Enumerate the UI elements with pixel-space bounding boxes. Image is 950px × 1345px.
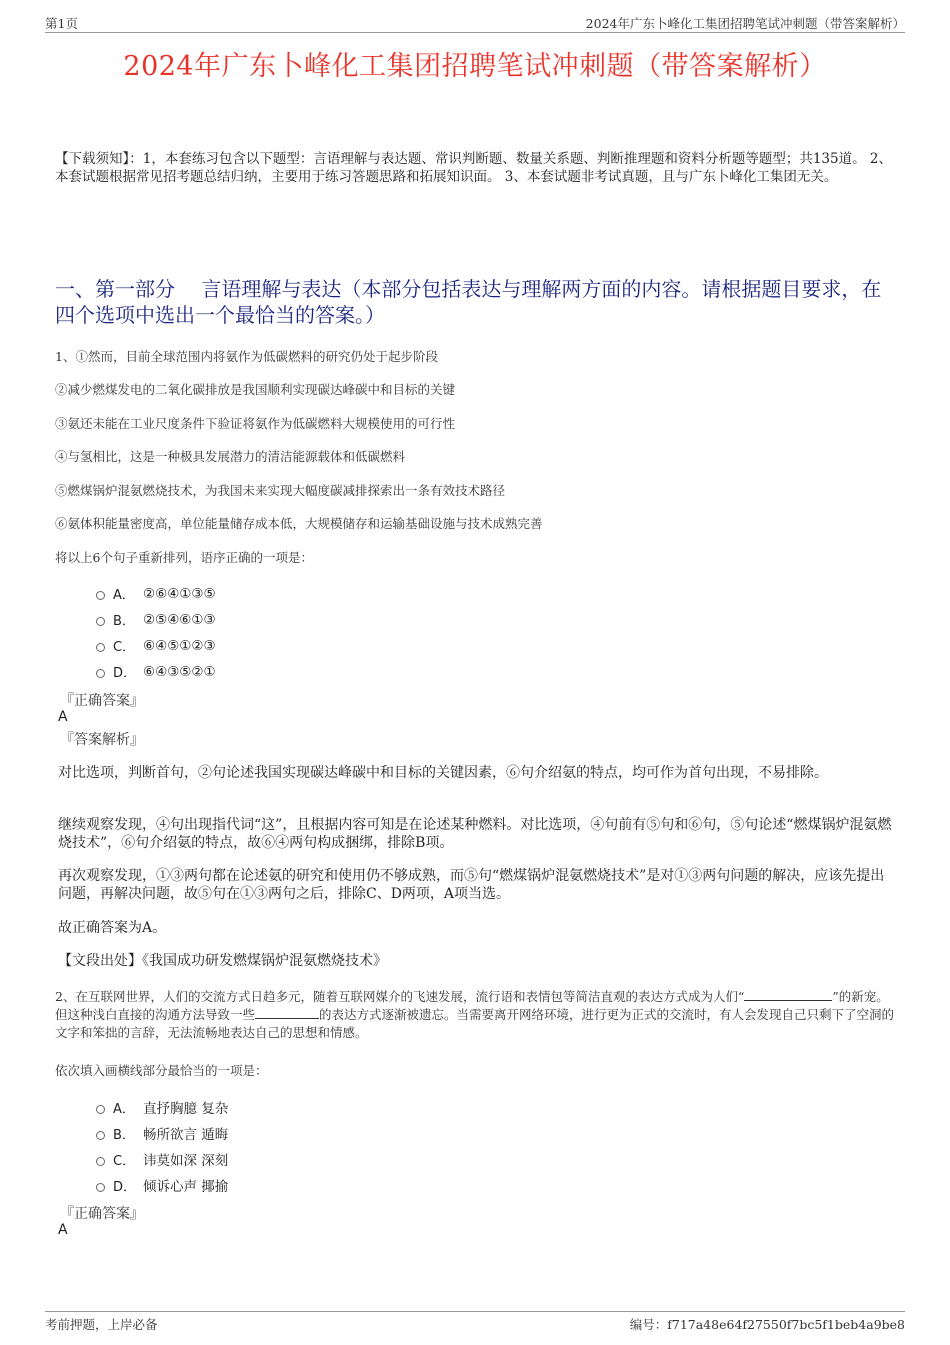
option-letter: C． (113, 640, 136, 655)
q2-stem-part: ”的新宠。但这种浅白直接的沟通方法导致一些 (55, 989, 889, 1022)
q1-sentence: 1、①然而，目前全球范围内将氨作为低碳燃料的研究仍处于起步阶段 (55, 349, 438, 364)
footer-slogan: 考前押题，上岸必备 (45, 1317, 158, 1332)
option-text: ⑥④⑤①②③ (143, 637, 216, 654)
radio-icon[interactable] (96, 1157, 105, 1166)
option-letter: A． (113, 1101, 135, 1117)
q1-option-a[interactable] (96, 584, 216, 603)
option-text: 倾诉心声 揶揄 (143, 1179, 229, 1195)
q2-answer: A (58, 1222, 68, 1238)
q1-prompt: 将以上6个句子重新排列，语序正确的一项是： (55, 550, 313, 565)
q1-option-d[interactable] (96, 662, 216, 681)
q1-sentence: ⑥氨体积能量密度高，单位能量储存成本低，大规模储存和运输基础设施与技术成熟完善 (55, 516, 543, 531)
q1-sentence: ⑤燃煤锅炉混氨燃烧技术，为我国未来实现大幅度碳减排探索出一条有效技术路径 (55, 483, 506, 498)
q1-answer: A (58, 709, 68, 725)
q2-option-c[interactable] (96, 1149, 228, 1169)
q1-sentence: ④与氢相比，这是一种极具发展潜力的清洁能源载体和低碳燃料 (55, 449, 406, 464)
radio-icon[interactable] (96, 1183, 105, 1192)
q1-analysis-paragraph: 对比选项，判断首句，②句论述我国实现碳达峰碳中和目标的关键因素，⑥句介绍氨的特点，均可作为首句出现，不易排除。 (58, 765, 828, 781)
radio-icon[interactable] (96, 617, 105, 626)
option-text: ②⑥④①③⑤ (143, 585, 216, 602)
radio-icon[interactable] (96, 1105, 105, 1114)
option-letter: C． (113, 1153, 136, 1169)
q2-option-a[interactable] (96, 1097, 228, 1117)
download-notice: 【下载须知】：1，本套练习包含以下题型：言语理解与表达题、常识判断题、数量关系题、判断推理题和资料分析题等题型；共135道。 2、本套试题根据常见招考题总结归纳，主要用于练习答题思路和拓展知识面。 3、本套试题非考试真题，且与广东卜峰化工集团无关。 (55, 151, 892, 185)
q2-stem-part: 2、在互联网世界，人们的交流方式日趋多元，随着互联网媒介的飞速发展，流行语和表情包等简洁直观的表达方式成为人们“ (55, 989, 745, 1004)
radio-icon[interactable] (96, 591, 105, 600)
option-letter: B． (113, 1127, 135, 1143)
q2-option-b[interactable] (96, 1123, 228, 1143)
section-heading: 一、第一部分 言语理解与表达（本部分包括表达与理解两方面的内容。请根据题目要求，在四个选项中选出一个最恰当的答案。） (55, 277, 882, 327)
q1-analysis-label: 『答案解析』 (60, 732, 144, 748)
option-letter: D． (113, 1179, 137, 1195)
header-divider (45, 32, 905, 33)
fill-blank[interactable] (255, 1006, 319, 1019)
footer-doc-id: 编号：f717a48e64f27550f7bc5f1beb4a9be8 (629, 1317, 905, 1332)
header-doc-title: 2024年广东卜峰化工集团招聘笔试冲刺题（带答案解析） (585, 16, 905, 31)
q1-sentence: ②减少燃煤发电的二氧化碳排放是我国顺利实现碳达峰碳中和目标的关键 (55, 382, 456, 397)
q2-stem (55, 988, 895, 1042)
footer-divider (45, 1311, 905, 1312)
option-letter: A． (113, 588, 135, 603)
option-text: 畅所欲言 遁晦 (143, 1127, 229, 1143)
option-text: 直抒胸臆 复杂 (143, 1101, 229, 1117)
q1-analysis-paragraph: 继续观察发现，④句出现指代词“这”，且根据内容可知是在论述某种燃料。对比选项，④句前有⑤句和⑥句，⑤句论述“燃煤锅炉混氨燃烧技术”，⑥句介绍氨的特点，故⑥④两句构成捆绑，排除B项。 (58, 817, 892, 851)
fill-blank[interactable] (744, 988, 832, 1001)
radio-icon[interactable] (96, 669, 105, 678)
option-letter: B． (113, 614, 135, 629)
option-text: ⑥④③⑤②① (143, 663, 216, 680)
page-number: 第1页 (45, 16, 78, 31)
q2-answer-label: 『正确答案』 (60, 1206, 144, 1222)
page-title: 2024年广东卜峰化工集团招聘笔试冲刺题（带答案解析） (123, 51, 827, 82)
q2-prompt: 依次填入画横线部分最恰当的一项是： (55, 1063, 268, 1078)
option-text: ②⑤④⑥①③ (143, 611, 216, 628)
q2-stem-part: 的表达方式逐渐被遗忘。当需要离开网络环境，进行更为正式的交流时，有人会发现自己只剩下了空洞的文字和笨拙的言辞，无法流畅地表达自己的思想和情感。 (55, 1007, 895, 1040)
option-text: 讳莫如深 深刻 (143, 1153, 229, 1169)
q1-option-c[interactable] (96, 636, 216, 655)
q1-analysis-paragraph: 再次观察发现，①③两句都在论述氨的研究和使用仍不够成熟，而⑤句“燃煤锅炉混氨燃烧技术”是对①③两句问题的解决，应该先提出问题，再解决问题，故⑤句在①③两句之后，排除C、D两项，A项当选。 (58, 868, 885, 902)
q1-analysis-paragraph: 故正确答案为A。 (58, 920, 167, 936)
q1-sentence: ③氨还未能在工业尺度条件下验证将氨作为低碳燃料大规模使用的可行性 (55, 416, 456, 431)
q2-option-d[interactable] (96, 1175, 228, 1195)
radio-icon[interactable] (96, 1131, 105, 1140)
q1-source: 【文段出处】《我国成功研发燃煤锅炉混氨燃烧技术》 (58, 953, 387, 969)
option-letter: D． (113, 666, 137, 681)
q1-option-b[interactable] (96, 610, 216, 629)
radio-icon[interactable] (96, 643, 105, 652)
q1-answer-label: 『正确答案』 (60, 693, 144, 709)
